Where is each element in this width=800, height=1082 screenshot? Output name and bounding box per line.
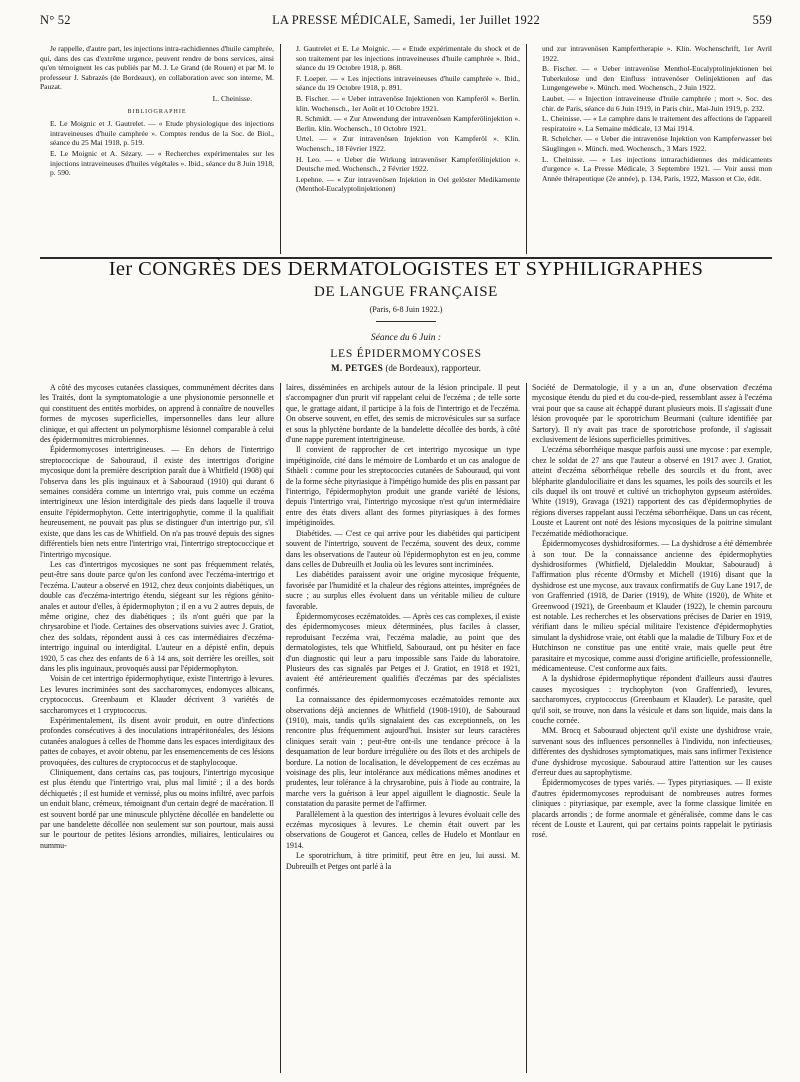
paragraph: Parallèlement à la question des intertrigos à levures évoluait celle des eczémas mycosiques à levures. Le chemin était ouvert par les observations de Gougerot et Gancea, celles de Hudelo et Montlaur en 1914. xyxy=(286,809,520,850)
paragraph: MM. Brocq et Sabouraud objectent qu'il existe une dyshidrose vraie, survenant sous des influences personnelles à l'individu, non infectieuses, différentes des dyshidroses symptomatiques, mais sans infirmer l'existence d'une dyshidrose mycosique. Sabouraud attire l'attention sur les causes d'erreur dues au saprophytisme. xyxy=(532,726,772,778)
congress-subtitle: DE LANGUE FRANÇAISE xyxy=(314,284,498,300)
reference: F. Loeper. — « Les injections intraveineuses d'huile camphrée ». Ibid., séance du 19 Octobre 1918, p. 891. xyxy=(296,73,520,93)
reference: R. Schelcher. — « Ueber die intravenöse Injektion von Kampferwasser bei Säuglingen ». Münch. med. Wochensch., 3 Mars 1922. xyxy=(542,134,772,153)
top-column-1 xyxy=(40,44,274,256)
paragraph: Épidermomycoses de types variés. — Types pityriasiques. — Il existe d'autres épidermomycoses reproduisant de nombreuses autres formes cliniques : pityriasique, par exemple, avec la forme classique limitée en placards arrondis ; de forme anormale et généralisée, comme dans le cas récent de Louste et Laurent, qui par certains points rappelait le pytiriasis rosé. xyxy=(532,778,772,840)
paragraph: Les diabétides paraissent avoir une origine mycosique fréquente, favorisée par l'humidité et la chaleur des régions atteintes, imprégnées de sucre ; au surplus elles évoluent dans un véritable milieu de culture favorable. xyxy=(286,570,520,611)
reference: Laubet. — « Injection intraveineuse d'huile camphrée ; mort ». Soc. des chir. de Paris, séance du 6 Juin 1919, in Paris chir., Mai-Juin 1919, p. 232. xyxy=(542,93,772,113)
body-column-2 xyxy=(286,383,520,1077)
signature: L. Cheinisse. xyxy=(212,93,252,103)
section-heading: LES ÉPIDERMOMYCOSES xyxy=(330,348,482,360)
reference: H. Leo. — « Ueber die Wirkung intravenöser Kampferölinjektion ». Deutsche med. Wochensch., 2 Février 1922. xyxy=(296,154,520,174)
top-column-3 xyxy=(532,44,772,256)
paragraph: A la dyshidrose épidermophytique répondent d'ailleurs aussi d'autres causes mycosiques : trychophyton (von Graffenried), levures, saccharomyces, cryptococcus (Greenbaum et Klauder). Le parasite, quel qu'il soit, se trouve, non dans la vésicule et dans son liquide, mais dans la couche cornée. xyxy=(532,674,772,725)
rapporteur xyxy=(40,363,772,373)
paragraph: Société de Dermatologie, il y a un an, d'une observation d'eczéma mycosique étendu du pied et du cou-de-pied, ressemblant assez à l'eczéma vrai pour que sa cause ait échappé durant plusieurs mois. Il s'agissait d'une lésion provoquée par le sporotrichum Beurmani (culture identifiée par Sartory). Il n'y avait pas trace de sporotrichose profonde, il s'agissait exclusivement de lésions superficielles primitives. xyxy=(532,383,772,445)
paragraph: Le sporotrichum, à titre primitif, peut être en jeu, lui aussi. M. Dubreuilh et Petges ont parlé à la xyxy=(286,851,520,871)
column-divider xyxy=(526,383,527,1073)
paragraph: L'eczéma séborrhéique masque parfois aussi une mycose : par exemple, chez le soldat de 27 ans que l'auteur a observé en 1917 avec J. Gratiot, atteint d'eczéma séborrhéique rebelle des sourcils et du front, avec blépharite glandulociliaire et dans les squames, les poils des sourcils et les cils duquel ils ont trouvé et cultivé un trichophyton gypseum astéroïdes. White (1919), Gravaga (1921) rapportent des cas d'épidermophyties de régions diverses rappelant aussi l'eczéma séborrhéique. Dans un cas récent, Louste et Laurent ont noté des lésions mycosiques de la poitrine simulant l'eczématide médiothoracique. xyxy=(532,445,772,538)
reference: B. Fischer. — « Ueber intravenöse Injektionen von Kampferöl ». Berlin. klin. Wochensch., 1er Août et 10 Octobre 1921. xyxy=(296,93,520,113)
congress-title: Ier CONGRÈS DES DERMATOLOGISTES ET SYPHILIGRAPHES xyxy=(108,258,704,280)
reference: Urtel. — « Zur intravenösen Injektion von Kampferöl ». Klin. Wochensch., 18 Février 1922. xyxy=(296,134,520,153)
reference: Lepehne. — « Zur intravenösen Injektion in Oel gelöster Medikamente (Menthol-Eucalyptolinjektionen) xyxy=(296,174,520,194)
paragraph: A côté des mycoses cutanées classiques, communément décrites dans les Traités, dont la symptomatologie a une physionomie personnelle et qui constituent des entités morbides, on apprend à connaître de nouvelles formes de mycoses superficielles, impersonnelles dans leur allure clinique, et qui affectent un polymorphisme lésionnel comparable à celui des épidermomitres microbiennes. xyxy=(40,383,274,445)
paragraph: La connaissance des épidermomycoses eczématoïdes remonte aux observations déjà anciennes de Whitfield (1908-1910), de Sabouraud (1910), mais, tandis qu'ils signalaient des cas exceptionnels, on les rencontre plus fréquemment aujourd'hui. Insister sur leurs caractères cliniques serait vain ; peut-être ont-ils une tendance précoce à la desquamation de leur bordure irrégulière ou des îlots et des archipels de bordure. La notion de localisation, le développement de ces eczémas au voisinage des plis, leur intolérance aux médications mêmes anodines et prudentes, leur tolérance à la chrysarobine, puis à l'iode au contraire, la marche vers la guérison à leur appel aiguillent le diagnostic. Seule la constatation du parasite permet de l'affirmer. xyxy=(286,695,520,809)
reference: B. Fischer. — « Ueber intravenöse Menthol-Eucalyptolinjektionen bei Tuberkulose und den Einfluss intravenöser Oelinjektionen auf das Lungengewebe ». Münch. med. Wochensch., 2 Juin 1922. xyxy=(542,64,772,93)
paragraph: Diabétides. — C'est ce qui arrive pour les diabétides qui participent souvent de l'intertrigo, souvent de l'eczéma, souvent des deux, comme dans les observations de l'auteur où l'épidermophyton est en jeu, comme dans celles de Dubreuilh et Joulia où les levures sont incriminées. xyxy=(286,528,520,569)
column-divider xyxy=(280,383,281,1073)
reference: L. Cheinisse. — « Le camphre dans le traitement des affections de l'appareil respiratoire ». La Semaine médicale, 13 Mai 1914. xyxy=(542,114,772,133)
reference: L. Cheinisse. — « Les injections intrarachidiennes des médicaments d'urgence ». La Presse Médicale, 3 Septembre 1921. — Voir aussi mon Année thérapeutique (2e année), p. 134, Paris, 1922, Masson et Cie, édit. xyxy=(542,154,772,183)
body-column-1 xyxy=(40,383,274,1077)
heading-rule xyxy=(376,321,436,322)
issue-number: N° 52 xyxy=(40,13,71,27)
journal-title: LA PRESSE MÉDICALE, Samedi, 1er Juillet 1922 xyxy=(272,13,540,27)
body-column-3 xyxy=(532,383,772,1077)
column-divider xyxy=(280,44,281,254)
reference: E. Le Moignic et A. Sézary. — « Recherches expérimentales sur les injections intraveineuses d'huiles végétales ». Ibid., séance du 8 Juin 1918, p. 590. xyxy=(50,148,274,178)
paragraph: Épidermomycoses eczématoïdes. — Après ces cas complexes, il existe des épidermomycoses mieux déterminées, plus faciles à classer, reproduisant l'eczéma vrai, l'eczéma maladie, au point que des dermatologistes, tels que Whitfield, Sabouraud, ont pu hésiter en face d'un diagnostic qui leur a paru impossible sans l'aide du laboratoire. Plusieurs des cas signalés par Petges et J. Gratiot, en 1918 et 1921, avaient été antérieurement qualifiés d'eczémas par des spécialistes confirmés. xyxy=(286,611,520,694)
paragraph: Épidermomycoses dyshidrosiformes. — La dyshidrose a été démembrée à son tour. De la connaissance ancienne des épidermophyties dyshidrosiformes (Whitfield, Djelaleddin Mouktar, Sabouraud) à l'affirmation plus récente d'Ormsby et Michell (1916) disant que la dyshidrose est une mycose, aux travaux confirmatifs de Guy Lane 1917, de von Graffenried (1918, de Darier (1919), de White (1920), de White et Greenwood (1921), de Greenbaum et Klauder (1922), le chemin parcouru est notable. Les recherches et les observations précises de Darier en 1919, vérifiant dans le milieu spécial militaire l'existence d'épidermophyties simulant la dyshidrose vraie, ont établi que la maladie de Tilbury Fox et de Hutchinson ne constitue pas une entité vraie, mais quelle peut être parasitaire et mycosique, comme aussi d'origine artificielle, professionnelle, médicamenteuse. C'est conforme aux faits. xyxy=(532,539,772,673)
congress-place-date: (Paris, 6-8 Juin 1922.) xyxy=(369,305,443,314)
reference: R. Schmidt. — « Zur Anwendung der intravenösen Kampferölinjektion ». Berlin. klin. Wochensch., 10 Octobre 1921. xyxy=(296,114,520,133)
author-role: (de Bordeaux), rapporteur. xyxy=(385,363,481,373)
session-date: Séance du 6 Juin : xyxy=(370,333,442,343)
reference: J. Gautrelet et E. Le Moignic. — « Etude expérimentale du shock et de son traitement par les injections intraveineuses d'huile camphrée ». Ibid., séance du 19 Octobre 1918, p. 868. xyxy=(296,44,520,73)
top-column-2 xyxy=(286,44,520,256)
reference: E. Le Moignic et J. Gautrelet. — « Etude physiologique des injections intraveineuses d'huile camphrée ». Comptes rendus de la Soc. de Biol., séance du 25 Mai 1918, p. 519. xyxy=(50,119,274,148)
page-header xyxy=(40,13,772,31)
paragraph: Il convient de rapprocher de cet intertrigo mycosique un type impétiginoïde, cité dans le mémoire de Lombardo et un cas analogue de Sthäeli : comme pour les streptococcies cutanées de Sabouraud, qui vont de la forme sèche pityriasique à l'impétigo humide des plis en passant par l'intertrigo, l'épidermophyton produit une grande variété de lésions, depuis l'intertrigo vrai, l'intertrigo mycosique n'est qu'un intermédiaire entre des états divers allant des formes pityriasiques à des formes impétiginoïdes. xyxy=(286,445,520,528)
bibliography-heading: BIBLIOGRAPHIE xyxy=(127,108,187,115)
paragraph: Épidermomycoses intertrigineuses. — En dehors de l'intertrigo streptococcique de Sabouraud, il existe des intertrigos d'origine mycosique dont la première description paraît due à Whitfield (1908) qui l'observa dans les plis inguinaux et à Sabouraud (1910) qui durant 6 semaines considéra comme un intertrigo vrai, puis comme un eczéma intertrigineux une lésion interdigitale des pieds dans laquelle il trouva ensuite l'épidermophyton. Cette intertrigophytie, comme il la qualifiait heureusement, ne pouvait pas plus se distinguer d'un intertrigo pur, s'il existe, que dans les cas de Whitfield. On n'a pas trouvé depuis des signes différentiels bien nets entre l'intertrigo vrai, l'intertrigo streptococcique et l'intertrigo mycosique. xyxy=(40,445,274,559)
paragraph: Expérimentalement, ils disent avoir produit, en outre d'infections profondes consécutives à des inoculations intrapéritonéales, des lésions cutanées analogues à celles de l'homme dans les espaces interdigitaux des pattes de cobayes, et avoir obtenu, par les ensemencements de ces lésions provoquées, des cultures de cryptococcus et de staphylocoque. xyxy=(40,716,274,767)
page-number: 559 xyxy=(752,13,772,27)
paragraph: Les cas d'intertrigos mycosiques ne sont pas fréquemment relatés, peut-être sans doute parce qu'on les confond avec l'eczéma-intertrigo et l'eczéma. L'auteur a observé en 1912, chez deux conjoints diabétiques, un double cas d'eczéma-intertrigo étendu, siégeant sur les régions génito-anales et autour d'elles, à épidermophyton ; il en a vu 2 autres depuis, de même origine, chez des diabétiques ; ils n'ont guéri que par la chrysarobine et l'iode. Certaines des observations suivies avec J. Gratiot, chez des soldats, répondent aussi à ces cas intermédiaires d'eczéma-intertrigo inguinal ou interdigital. L'auteur en a dépisté enfin, depuis 1920, 5 cas chez des enfants de 6 à 14 ans, soit derrière les oreilles, soit dans les plis inguinaux, provoqués aussi par l'épidermophyton. xyxy=(40,559,274,673)
author-name: M. PETGES xyxy=(331,363,384,373)
paragraph: Voisin de cet intertrigo épidermophytique, existe l'intertrigo à levures. Les levures incriminées sont des saccharomyces, endomyces albicans, cryptococcus. Greenbaum et Klauder décrivent 3 variétés de saccharomyces et 1 cryptococcus. xyxy=(40,674,274,715)
reference: und zur intravenösen Kampfertherapie ». Klin. Wochenschrift, 1er Avril 1922. xyxy=(542,44,772,63)
paragraph: Je rappelle, d'autre part, les injections intra-rachidiennes d'huile camphrée, qui, dans des cas d'extrême urgence, peuvent rendre de bons services, ainsi qu'en témoignent les cas publiés par M. J. Le Grand (de Rouen) et par M. le professeur J. Sabrazès (de Bordeaux), en collaboration avec son interne, M. Pauzat. xyxy=(40,44,274,92)
paragraph: Cliniquement, dans certains cas, pas toujours, l'intertrigo mycosique est plus étendu que l'intertrigo vrai, plus mal limité ; il a des bords déchiquetés ; il est humide et vernissé, plus ou moins infiltré, avec parfois un enduit blanc, crémeux, témoignant d'un certain degré de macération. Il est souvent bordé par une minuscule phlyctène décollée en bandelette ou par une bandelette décollée non seulement sur son pourtour, mais aussi sur le pourtour de petites lésions arrondies, miliaires, lenticulaires ou nummu- xyxy=(40,768,274,850)
paragraph: laires, disséminées en archipels autour de la lésion principale. Il peut s'accompagner d'un prurit vif rappelant celui de l'eczéma ; de telle sorte que, le grattage aidant, il participe à la fois de l'intertrigo et de l'eczéma. On observe souvent, en effet, des semis de microvésicules sur sa surface et sous la phlyctène bordante de la bandelette décollée des bords, à côté d'une nappe purement intertrigineuse. xyxy=(286,383,520,445)
column-divider xyxy=(526,44,527,254)
